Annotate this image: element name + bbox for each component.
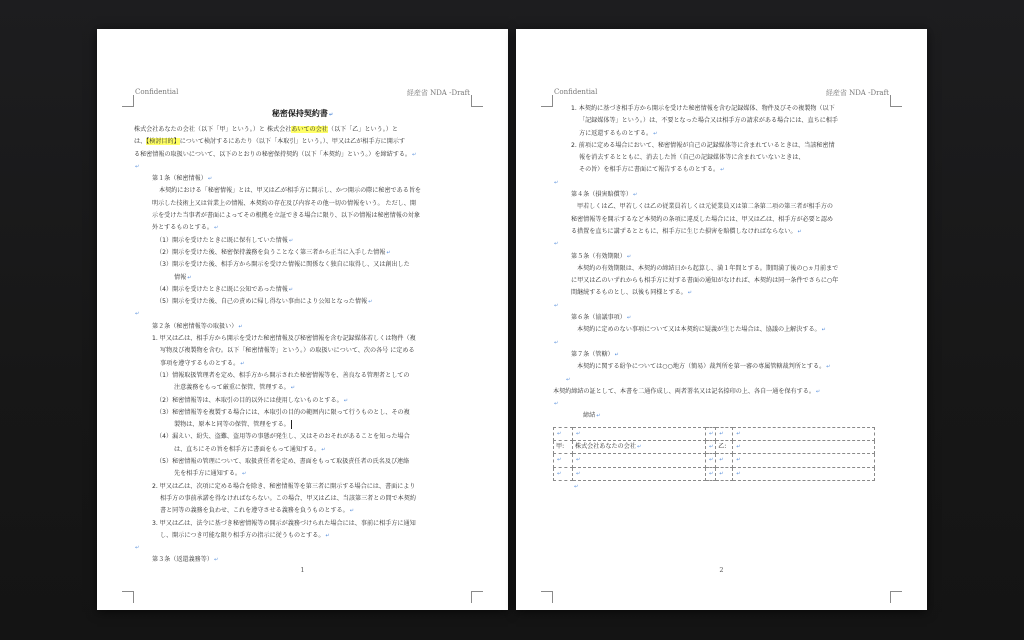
paragraph-mark-icon: ↵ [626,315,632,322]
page-number: 1 [300,566,305,574]
paragraph-line: 相手方の事前承諾を得なければならない。この場合、甲又は乙は、当該第三者との間で本契約 [160,494,416,502]
paragraph-mark-icon: ↵ [213,557,219,564]
paragraph-mark-icon: ↵ [557,470,562,477]
table-row [554,454,875,467]
paragraph-mark-icon: ↵ [187,274,192,281]
list-item-cont: 先を相手方に通知する。↵ [174,470,247,478]
paragraph-mark-icon: ↵ [554,339,559,346]
paragraph-line: 報を消去するとともに、消去した旨（自己の記録媒体等に含まれていないときは、 [579,154,805,162]
paragraph-line: その旨）を相手方に書面にて報告するものとする。↵ [579,166,725,174]
paragraph-mark-icon: ↵ [288,237,294,244]
paragraph-line: 外とするものとする。↵ [152,224,219,232]
paragraph-mark-icon: ↵ [719,430,724,437]
paragraph-mark-icon: ↵ [554,241,559,248]
paragraph-mark-icon: ↵ [135,545,140,552]
paragraph-mark-icon: ↵ [290,385,295,392]
article-heading: 第５条（有効期限）↵ [571,252,632,260]
list-item-cont: 情報↵ [174,273,192,281]
paragraph-mark-icon: ↵ [815,388,821,395]
paragraph-mark-icon: ↵ [687,290,692,297]
paragraph-mark-icon: ↵ [709,444,714,451]
paragraph-line: 間継続するものとし、以後も同様とする。↵ [571,289,692,297]
paragraph-line: 秘密情報等を開示するなど本契約の条項に違反した場合には、甲又は乙は、相手方が必要と認め [571,215,834,223]
paragraph-mark-icon: ↵ [213,225,219,232]
paragraph-mark-icon: ↵ [240,360,245,367]
paragraph-mark-icon: ↵ [576,470,581,477]
paragraph-mark-icon: ↵ [328,112,334,118]
crop-mark [471,95,483,107]
paragraph-mark-icon: ↵ [368,299,373,306]
paragraph-line: に甲又は乙のいずれからも相手方に対する書面の通知がなければ、本契約は同一条件でさらに○年 [571,277,839,285]
paragraph-line: 方に返還するものとする。↵ [579,129,658,137]
paragraph-mark-icon: ↵ [736,457,741,464]
list-item: （5）秘密情報の管理について、取扱責任者を定め、書面をもって取扱責任者の氏名及び連絡 [156,458,410,466]
paragraph-mark-icon: ↵ [554,401,559,408]
paragraph-mark-icon: ↵ [325,532,330,539]
intro-line: は、【検討目的】について検討するにあたり（以下「本取引」という。）、甲又は乙が相手方に開示す [134,138,406,146]
paragraph-line: 1. 甲又は乙は、相手方から開示を受けた秘密情報及び秘密情報を含む記録媒体若しくは物件（複 [152,335,416,343]
paragraph-line: 3. 甲又は乙は、法令に基づき秘密情報等の開示が義務づけられた場合には、事前に相手方に通知 [152,519,416,527]
paragraph-mark-icon: ↵ [826,364,831,371]
list-item: （3）秘密情報等を複製する場合には、本取引の目的の範囲内に限って行うものとし、その複 [156,408,410,416]
highlight-counterparty: あいての会社 [291,126,328,133]
paragraph-line: 本契約に定めのない事項について又は本契約に疑義が生じた場合は、協議の上解決する。↵ [577,326,826,334]
intro-line: る秘密情報の取扱いについて、以下のとおりの秘密保持契約（以下「本契約」という。）を締結する。↵ [134,150,417,158]
paragraph-line: 事項を遵守するものとする。↵ [160,359,245,367]
crop-mark [541,591,553,603]
paragraph-line: 甲若しくは乙、甲若しくは乙の従業員若しくは元従業員又は第二条第二項の第三者が相手方の [577,203,833,211]
table-row [554,441,875,454]
paragraph-line: 写物及び複製物を含む。以下「秘密情報等」という。）の取扱いについて、次の各号 に定める [160,347,415,355]
paragraph-mark-icon: ↵ [736,444,741,451]
paragraph-line: 示を受けた当事者が書面によってその根拠を立証できる場合に限り、以下の情報は秘密情報の対象 [152,212,421,220]
list-item: （2）秘密情報等は、本取引の目的以外には使用しないものとする。↵ [156,396,348,404]
paragraph-mark-icon: ↵ [554,179,559,186]
paragraph-mark-icon: ↵ [135,163,140,170]
list-item-cont: は、直ちにその旨を相手方に書面をもって通知する。↵ [174,445,326,453]
signed-label: 締結↵ [583,412,601,420]
paragraph-mark-icon: ↵ [349,508,354,515]
paragraph-mark-icon: ↵ [720,167,725,174]
paragraph-line: 2. 前項に定める場合において、秘密情報が自己の記録媒体等に含まれているときは、当該秘密情 [571,141,835,149]
paragraph-mark-icon: ↵ [288,286,293,293]
list-item: （4）開示を受けたときに既に公知であった情報↵ [156,285,293,293]
crop-mark [122,95,134,107]
paragraph-mark-icon: ↵ [554,302,559,309]
list-item: （4）漏えい、紛失、盗難、盗用等の事態が発生し、又はそのおそれがあることを知った場合 [156,433,410,441]
paragraph-mark-icon: ↵ [238,323,243,330]
paragraph-line: 書と同等の義務を負わせ、これを遵守させる義務を負うものとする。↵ [160,507,354,515]
paragraph-mark-icon: ↵ [636,444,642,451]
paragraph-mark-icon: ↵ [557,430,562,437]
header-left: Confidential [135,88,179,96]
crop-mark [471,591,483,603]
paragraph-mark-icon: ↵ [736,430,741,437]
page-body[interactable] [134,107,471,567]
paragraph-mark-icon: ↵ [653,130,658,137]
document-page-1[interactable] [97,29,508,610]
paragraph-mark-icon: ↵ [343,397,348,404]
paragraph-mark-icon: ↵ [719,470,724,477]
paragraph-mark-icon: ↵ [709,470,714,477]
paragraph-line: る措置を直ちに講ずるとともに、相手方に生じた損害を賠償しなければならない。↵ [571,227,802,235]
paragraph-line: 1. 本契約に基づき相手方から開示を受けた秘密情報を含む記録媒体、物件及びその複製物（以下 [571,105,835,112]
text-cursor [291,420,292,429]
paragraph-mark-icon: ↵ [321,446,326,453]
crop-mark [122,591,134,603]
paragraph-mark-icon: ↵ [412,151,417,158]
article-heading: 第２条（秘密情報等の取扱い）↵ [152,322,243,330]
paragraph-mark-icon: ↵ [719,457,724,464]
highlight-purpose: 【検討目的】 [146,138,180,146]
list-item: （5）開示を受けた後、自己の責めに帰し得ない事由により公知となった情報↵ [156,298,373,306]
paragraph-mark-icon: ↵ [386,249,391,256]
list-item: （1）開示を受けたときに既に保有していた情報↵ [156,236,294,244]
table-row [554,427,875,440]
list-item: （2）開示を受けた後、秘密保持義務を負うことなく第三者から正当に入手した情報↵ [156,248,391,256]
paragraph-mark-icon: ↵ [596,413,601,420]
paragraph-mark-icon: ↵ [614,351,619,358]
paragraph-mark-icon: ↵ [576,457,581,464]
header-right: 経産省 NDA -Draft [406,89,470,97]
paragraph-mark-icon: ↵ [736,470,741,477]
article-heading: 第７条（管轄）↵ [571,350,619,358]
party-b-label: 乙: [716,441,733,454]
paragraph-line: 2. 甲又は乙は、次項に定める場合を除き、秘密情報等を第三者に開示する場合には、書面により [152,482,416,490]
crop-mark [890,95,902,107]
paragraph-mark-icon: ↵ [207,176,213,183]
document-title: 秘密保持契約書↵ [271,109,334,118]
list-item: （3）開示を受けた後、相手方から開示を受けた情報に関係なく独自に取得し、又は創出した [156,261,410,269]
article-heading: 第４条（損害賠償等）↵ [571,191,638,199]
page-body[interactable] [553,103,890,493]
paragraph-mark-icon: ↵ [557,457,562,464]
paragraph-mark-icon: ↵ [797,228,802,235]
party-b-name[interactable] [733,441,875,454]
signature-table[interactable] [553,427,875,481]
paragraph-mark-icon: ↵ [709,430,714,437]
crop-mark [541,95,553,107]
intro-line: 株式会社あなたの会社（以下「甲」という。）と 株式会社あいての会社（以下「乙」という。）と [134,126,398,133]
crop-mark [890,591,902,603]
page-number: 2 [719,566,724,574]
article-heading: 第１条（秘密情報）↵ [152,175,213,183]
table-row [554,467,875,480]
paragraph-mark-icon: ↵ [242,471,247,478]
paragraph-mark-icon: ↵ [135,311,140,318]
list-item: （1）情報取扱管理者を定め、相手方から開示された秘密情報等を、善良なる管理者としての [156,371,410,379]
paragraph-mark-icon: ↵ [709,457,714,464]
paragraph-line: し、開示につき可能な限り相手方の指示に従うものとする。↵ [160,531,330,539]
paragraph-line: 明示した技術上又は営業上の情報、本契約の存在及び内容その他一切の情報をいう。 ただし、開 [152,199,416,207]
paragraph-mark-icon: ↵ [566,376,571,383]
paragraph-line: 本契約の有効期限は、本契約の締結日から起算し、満１年間とする。期間満了後の○ヵ月前まで [577,264,839,272]
paragraph-line: 本契約に関する紛争については○○地方（簡易）裁判所を第一審の専属管轄裁判所とする。↵ [577,363,831,371]
document-page-2[interactable] [516,29,927,610]
article-heading: 第３条（返還義務等）↵ [152,556,219,564]
paragraph-mark-icon: ↵ [576,430,581,437]
paragraph-line: 本契約における「秘密情報」とは、甲又は乙が相手方に開示し、かつ開示の際に秘密である旨を [159,187,422,195]
header-right: 経産省 NDA -Draft [825,89,889,97]
list-item-cont: 製物は、原本と同等の保管、管理をする。 [174,421,290,429]
paragraph-line: 「記録媒体等」という。）は、不要となった場合又は相手方の請求がある場合には、直ちに相手 [579,117,838,125]
paragraph-mark-icon: ↵ [574,483,579,490]
list-item-cont: 注意義務をもって厳重に保管、管理する。↵ [174,384,295,392]
article-heading: 第６条（協議事項）↵ [571,314,632,322]
header-left: Confidential [554,88,598,96]
party-a-name[interactable]: 株式会社あなたの会社↵ [573,441,706,454]
paragraph-mark-icon: ↵ [626,253,632,260]
party-a-label: 甲: [554,441,573,454]
paragraph-mark-icon: ↵ [632,192,638,199]
closing-line: 本契約締結の証として、本書を二通作成し、両者署名又は記名捺印の上、各自一通を保有する。↵ [553,387,821,395]
paragraph-mark-icon: ↵ [821,327,826,334]
